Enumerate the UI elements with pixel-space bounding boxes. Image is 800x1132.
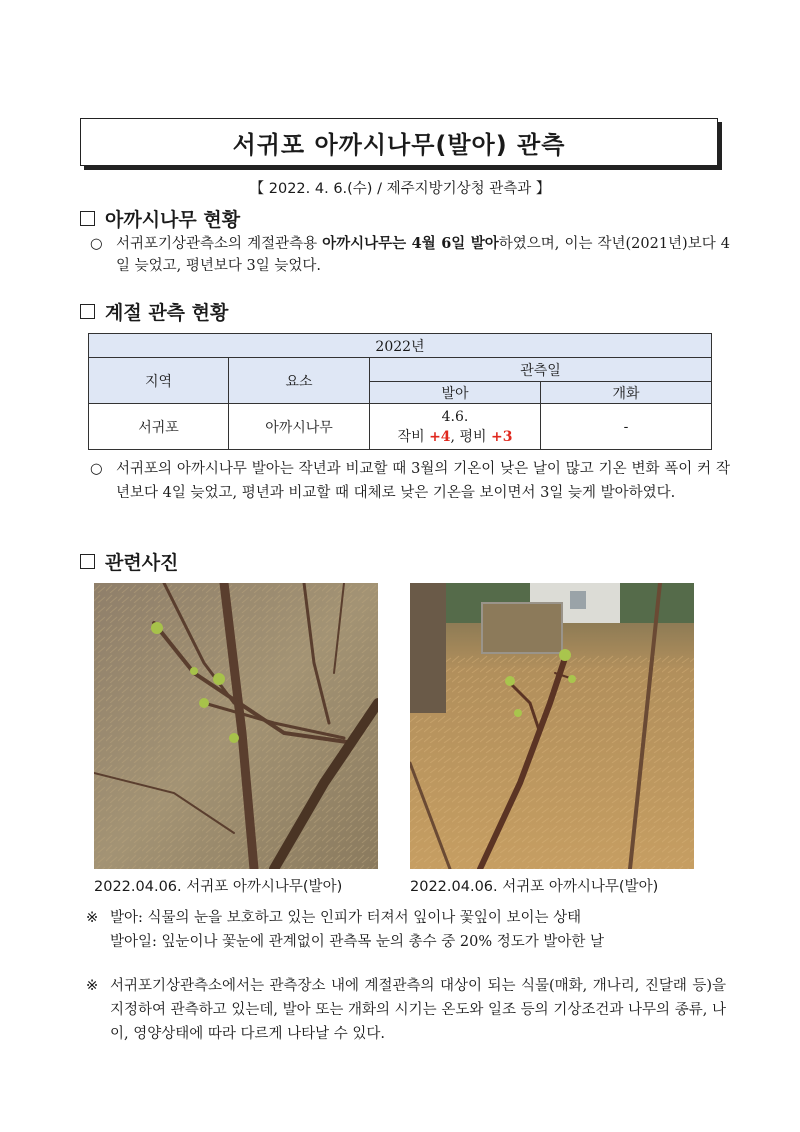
status-paragraph xyxy=(90,233,730,277)
bullet-circle-icon: ○ xyxy=(90,236,103,252)
status-text-bold: 아까시나무는 4월 6일 발아 xyxy=(322,235,499,252)
section-heading-photos xyxy=(80,548,178,575)
note-budding-date-definition: 발아일: 잎눈이나 꽃눈에 관계없이 관측목 눈의 총수 중 20% 정도가 발아한 날 xyxy=(110,934,605,950)
note-budding-definition: 발아: 식물의 눈을 보호하고 있는 인피가 터져서 잎이나 꽃잎이 보이는 상태 xyxy=(110,910,582,926)
observation-text: 서귀포의 아까시나무 발아는 작년과 비교할 때 3월의 기온이 낮은 날이 많고 기온 변화 폭이 커 작년보다 4일 늦었고, 평년과 비교할 때 대체로 낮은 기온을 보이면서 3일 늦게 발아하였다. xyxy=(116,461,730,501)
reference-mark-icon: ※ xyxy=(86,910,99,926)
section-heading-observation xyxy=(80,298,228,325)
section-heading-status xyxy=(80,205,240,232)
normal-value: +3 xyxy=(490,428,513,445)
note-definitions xyxy=(86,906,726,954)
observation-paragraph xyxy=(90,457,730,505)
checkbox-square-icon xyxy=(80,554,95,569)
prev-value: +4 xyxy=(429,428,451,445)
cell-element: 아까시나무 xyxy=(229,404,370,450)
note-observation-text: 서귀포기상관측소에서는 관측장소 내에 계절관측의 대상이 되는 식물(매화, 개나리, 진달래 등)을 지정하여 관측하고 있는데, 발아 또는 개화의 시기는 온도와 일조 등의 기상조건과 나무의 종류, 나이, 영양상태에 따라 다르게 나타날 수 있다. xyxy=(110,978,726,1042)
table-header-element: 요소 xyxy=(229,358,370,404)
observation-table xyxy=(88,333,712,450)
reference-mark-icon: ※ xyxy=(86,978,99,994)
status-text-b: 하였으며, 이는 작년(2021년)보다 4일 늦었고, 평년보다 3일 늦었다. xyxy=(116,236,730,274)
table-header-date: 관측일 xyxy=(370,358,712,382)
subtitle: 【 2022. 4. 6.(수) / 제주지방기상청 관측과 】 xyxy=(249,181,551,197)
cell-bud-date xyxy=(370,404,541,450)
table-row xyxy=(89,404,712,450)
prev-label: 작비 xyxy=(397,428,425,445)
photo-caption-1: 2022.04.06. 서귀포 아까시나무(발아) xyxy=(94,879,343,895)
section-heading-text: 아까시나무 현황 xyxy=(105,209,241,231)
section-heading-text: 계절 관측 현황 xyxy=(105,302,229,324)
note-observation-info xyxy=(86,974,726,1046)
cell-region: 서귀포 xyxy=(89,404,229,450)
photo-acacia-buds-1 xyxy=(94,583,378,869)
bud-date: 4.6. xyxy=(441,408,469,425)
checkbox-square-icon xyxy=(80,304,95,319)
table-header-bud: 발아 xyxy=(370,382,541,404)
photo-acacia-buds-1-image xyxy=(94,583,378,869)
table-header-bloom: 개화 xyxy=(541,382,712,404)
photo-acacia-buds-2 xyxy=(410,583,694,869)
checkbox-square-icon xyxy=(80,211,95,226)
normal-label: 평비 xyxy=(459,428,487,445)
comparison-sep: , xyxy=(450,428,455,445)
cell-bloom: - xyxy=(541,404,712,450)
section-heading-text: 관련사진 xyxy=(105,552,179,574)
photo-caption-2: 2022.04.06. 서귀포 아까시나무(발아) xyxy=(410,879,659,895)
page-title xyxy=(80,118,718,166)
table-header-region: 지역 xyxy=(89,358,229,404)
bud-comparison xyxy=(370,427,540,447)
status-text-a: 서귀포기상관측소의 계절관측용 xyxy=(116,236,323,252)
page-title-text: 서귀포 아까시나무(발아) 관측 xyxy=(232,130,566,159)
bullet-circle-icon: ○ xyxy=(90,461,103,477)
table-year-header: 2022년 xyxy=(89,334,712,358)
photo-acacia-buds-2-image xyxy=(410,583,694,869)
